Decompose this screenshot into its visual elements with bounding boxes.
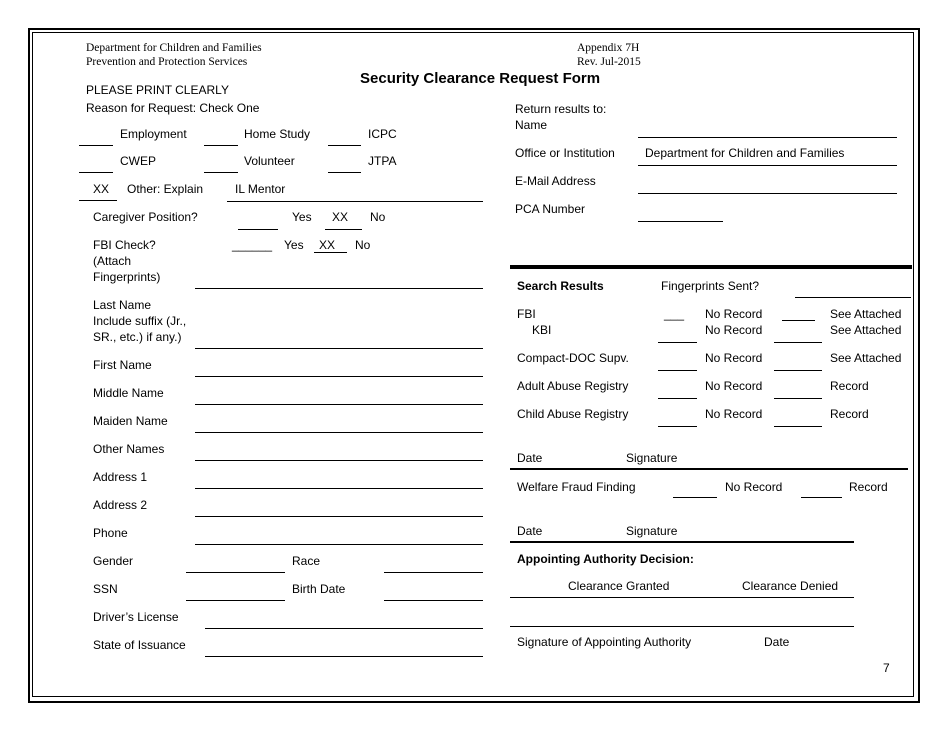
fbi-line [195,288,483,289]
kbi-no-record: No Record [705,323,763,337]
welfare-record: Record [849,480,888,494]
other-names-label: Other Names [93,442,165,456]
signature-divider [510,468,908,470]
fbi-result-label: FBI [517,307,536,321]
adult-record: Record [830,379,869,393]
employment-checkbox-line[interactable] [79,145,113,146]
other-checkbox-line [79,200,117,201]
reason-for-request: Reason for Request: Check One [86,101,260,115]
icpc-label: ICPC [368,127,397,141]
compact-see-attached-line[interactable] [774,370,822,371]
home-study-label: Home Study [244,127,311,141]
drivers-license-label: Driver’s License [93,610,179,624]
office-field [638,165,897,166]
address2-label: Address 2 [93,498,148,512]
revision-label: Rev. Jul-2015 [577,56,641,68]
caregiver-label: Caregiver Position? [93,210,198,224]
adult-no-record: No Record [705,379,763,393]
fingerprints-sent-label: Fingerprints Sent? [661,279,760,293]
welfare-no-record: No Record [725,480,783,494]
kbi-see-attached: See Attached [830,323,902,337]
phone-label: Phone [93,526,128,540]
fbi-see-attached: See Attached [830,307,902,321]
kbi-see-attached-line[interactable] [774,342,822,343]
phone-field[interactable] [195,544,483,545]
race-label: Race [292,554,321,568]
birth-date-label: Birth Date [292,582,346,596]
office-value[interactable]: Department for Children and Families [645,146,845,160]
ssn-field[interactable] [186,600,285,601]
address2-field[interactable] [195,516,483,517]
home-study-checkbox-line[interactable] [204,145,238,146]
compact-doc-label: Compact-DOC Supv. [517,351,629,365]
email-field[interactable] [638,193,897,194]
decision-signature-field[interactable] [510,626,854,627]
birth-date-field[interactable] [384,600,483,601]
other-mark[interactable]: XX [93,182,110,196]
middle-name-field[interactable] [195,404,483,405]
fbi-yes-label: Yes [284,238,304,252]
last-name-label: Last Name [93,298,152,312]
state-of-issuance-label: State of Issuance [93,638,186,652]
fbi-check-fingerprints: Fingerprints) [93,270,161,284]
adult-record-line[interactable] [774,398,822,399]
other-names-field[interactable] [195,460,483,461]
fbi-see-attached-line[interactable] [782,320,815,321]
welfare-record-line[interactable] [801,497,842,498]
employment-label: Employment [120,127,187,141]
clearance-denied[interactable]: Clearance Denied [742,579,839,593]
caregiver-yes-line[interactable] [238,229,278,230]
child-no-record: No Record [705,407,763,421]
return-name-label: Name [515,118,548,132]
welfare-signature-label: Signature [626,524,678,538]
fbi-no-line [314,252,347,253]
search-divider [510,265,912,269]
first-name-field[interactable] [195,376,483,377]
fbi-yes-blank[interactable]: ______ [232,238,273,252]
state-of-issuance-field[interactable] [205,656,483,657]
fbi-check-attach: (Attach [93,254,132,268]
volunteer-label: Volunteer [244,154,295,168]
adult-abuse-label: Adult Abuse Registry [517,379,629,393]
child-record-line[interactable] [774,426,822,427]
pca-label: PCA Number [515,202,586,216]
address1-field[interactable] [195,488,483,489]
last-name-field[interactable] [195,348,483,349]
fbi-no-record: No Record [705,307,763,321]
return-results-label: Return results to: [515,102,607,116]
race-field[interactable] [384,572,483,573]
office-label: Office or Institution [515,146,615,160]
compact-no-record-line[interactable] [658,370,697,371]
authority-date-label: Date [764,635,790,649]
volunteer-checkbox-line[interactable] [204,172,238,173]
welfare-date-label: Date [517,524,543,538]
search-signature-label: Signature [626,451,678,465]
child-no-record-line[interactable] [658,426,697,427]
clearance-granted[interactable]: Clearance Granted [568,579,670,593]
address1-label: Address 1 [93,470,148,484]
compact-see-attached: See Attached [830,351,902,365]
maiden-name-label: Maiden Name [93,414,168,428]
other-explain-value[interactable]: IL Mentor [235,182,286,196]
other-label: Other: Explain [127,182,204,196]
fbi-check-label: FBI Check? [93,238,156,252]
caregiver-no-line [325,229,362,230]
adult-no-record-line[interactable] [658,398,697,399]
caregiver-no-mark[interactable]: XX [332,210,349,224]
dept-line-2: Prevention and Protection Services [86,56,248,68]
decision-divider [510,541,854,543]
kbi-no-record-line[interactable] [658,342,697,343]
other-explain-line [227,201,483,202]
cwep-label: CWEP [120,154,156,168]
pca-field[interactable] [638,221,723,222]
jtpa-checkbox-line[interactable] [328,172,361,173]
page-number: 7 [883,661,890,675]
search-date-label: Date [517,451,543,465]
email-label: E-Mail Address [515,174,596,188]
child-abuse-label: Child Abuse Registry [517,407,629,421]
welfare-no-record-line[interactable] [673,497,717,498]
form-title: Security Clearance Request Form [360,70,601,87]
decision-heading: Appointing Authority Decision: [517,552,694,566]
authority-signature-label: Signature of Appointing Authority [517,635,692,649]
maiden-name-field[interactable] [195,432,483,433]
caregiver-yes-label: Yes [292,210,312,224]
fbi-no-label: No [355,238,371,252]
child-record: Record [830,407,869,421]
welfare-fraud-label: Welfare Fraud Finding [517,480,636,494]
jtpa-label: JTPA [368,154,397,168]
first-name-label: First Name [93,358,152,372]
gender-label: Gender [93,554,134,568]
appendix-label: Appendix 7H [577,42,640,54]
dept-line-1: Department for Children and Families [86,42,262,54]
compact-no-record: No Record [705,351,763,365]
last-name-suffix-1: Include suffix (Jr., [93,314,187,328]
decision-line-1 [510,597,854,598]
ssn-label: SSN [93,582,118,596]
fbi-blank[interactable]: ___ [664,307,685,321]
return-name-field[interactable] [638,137,897,138]
caregiver-no-label: No [370,210,386,224]
fingerprints-sent-field[interactable] [795,297,911,298]
print-clearly: PLEASE PRINT CLEARLY [86,83,229,97]
search-results-heading: Search Results [517,279,604,293]
drivers-license-field[interactable] [205,628,483,629]
last-name-suffix-2: SR., etc.) if any.) [93,330,182,344]
kbi-result-label: KBI [532,323,552,337]
cwep-checkbox-line[interactable] [79,172,113,173]
fbi-no-mark[interactable]: XX [319,238,336,252]
icpc-checkbox-line[interactable] [328,145,361,146]
middle-name-label: Middle Name [93,386,164,400]
gender-field[interactable] [186,572,285,573]
